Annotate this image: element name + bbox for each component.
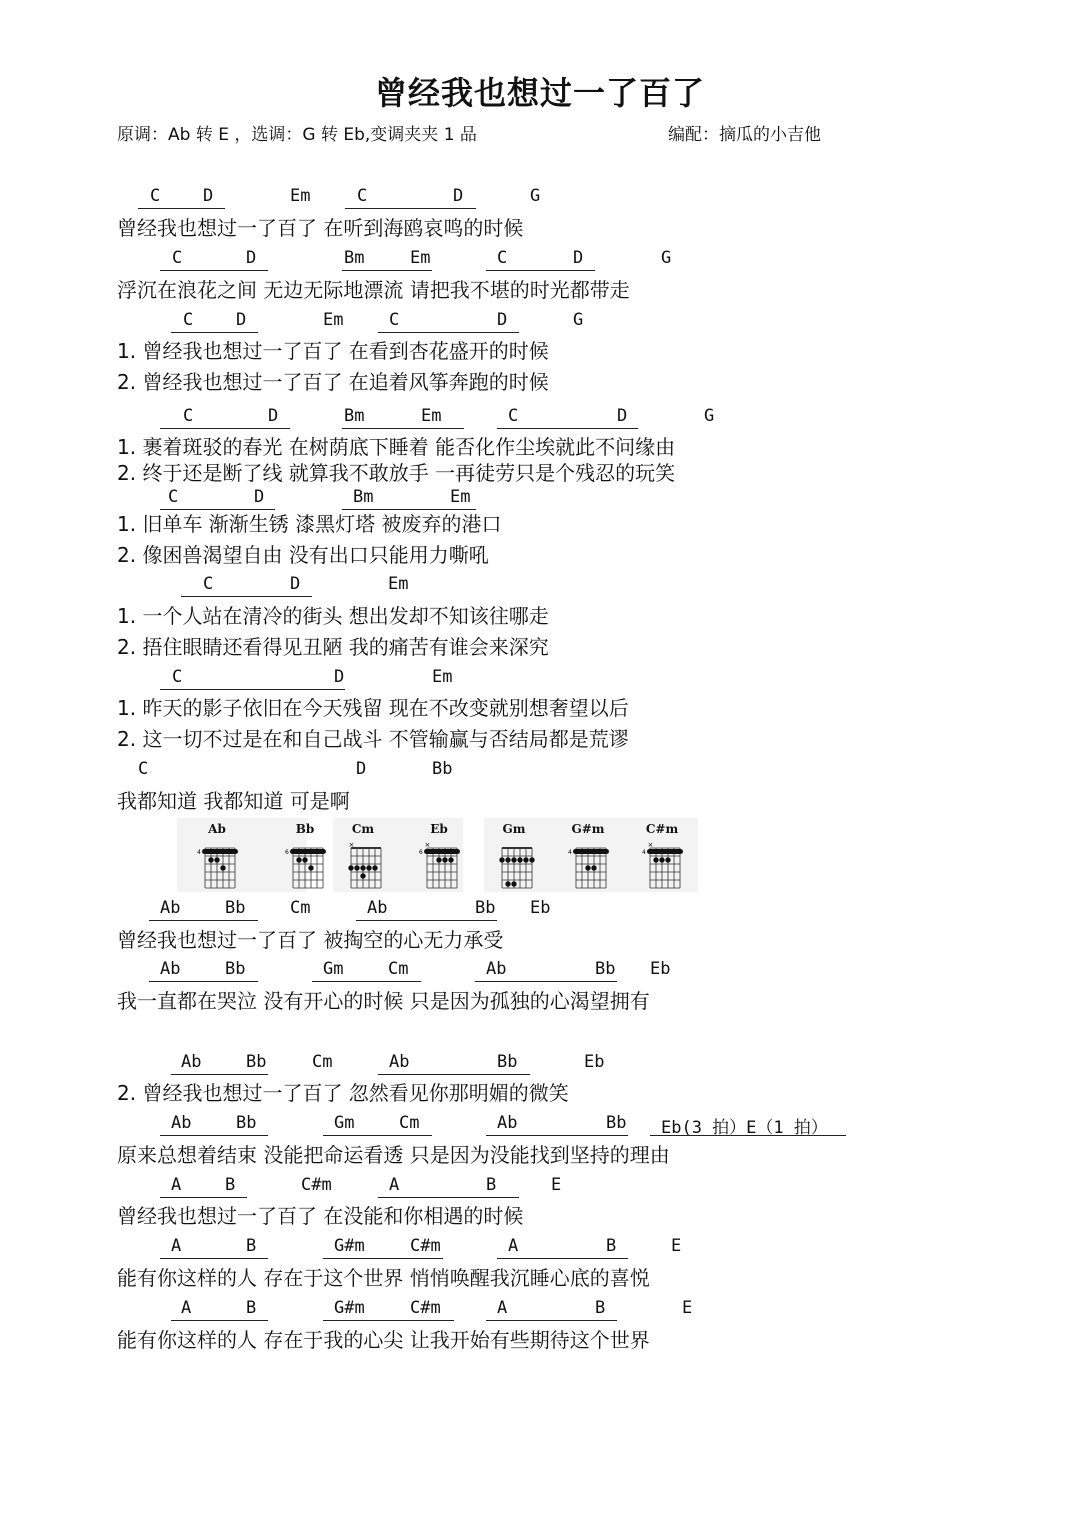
chord-diagram-name: Cm [351, 822, 375, 836]
chord-diagram-name: Gm [502, 822, 526, 836]
chord-underline [160, 270, 268, 271]
chord-label: E [682, 1298, 693, 1318]
mute-mark: × [348, 841, 355, 849]
lyric-line: 原来总想着结束 没能把命运看透 只是因为没能找到坚持的理由 [117, 1143, 670, 1167]
finger-dot [220, 865, 225, 870]
chord-label: Cm [290, 898, 311, 918]
chord-label: A [497, 1298, 508, 1318]
chord-underline [342, 428, 464, 429]
chord-underline [323, 1320, 454, 1321]
chord-underline [312, 981, 421, 982]
finger-dot [448, 857, 453, 862]
lyric-line: 曾经我也想过一了百了 被掏空的心无力承受 [117, 928, 504, 952]
chord-label: Bb [225, 959, 246, 979]
fretboard-grid [343, 840, 389, 890]
chord-diagram [187, 818, 247, 892]
lyric-line: 曾经我也想过一了百了 在没能和你相遇的时候 [117, 1204, 524, 1228]
fret-number: 4 [197, 849, 201, 856]
chord-underline [342, 270, 432, 271]
barre-mark [573, 849, 609, 854]
barre-mark [290, 849, 326, 854]
chord-label: D [246, 248, 257, 268]
finger-dot [517, 857, 522, 862]
chord-label: Bb [246, 1052, 267, 1072]
chord-label: C [172, 248, 183, 268]
chord-underline [356, 920, 497, 921]
lyric-line: 2. 这一切不过是在和自己战斗 不管输赢与否结局都是荒谬 [117, 727, 629, 751]
lyric-line: 浮沉在浪花之间 无边无际地漂流 请把我不堪的时光都带走 [117, 278, 630, 302]
chord-label: G#m [334, 1236, 365, 1256]
chord-label: Bb [475, 898, 496, 918]
lyric-line: 1. 曾经我也想过一了百了 在看到杏花盛开的时候 [117, 339, 549, 363]
chord-label: Bm [344, 248, 365, 268]
chord-label: C [172, 667, 183, 687]
chord-underline [160, 1135, 268, 1136]
chord-label: D [254, 487, 265, 507]
chord-diagram [484, 818, 544, 892]
chord-label: G [661, 248, 672, 268]
mute-mark: × [647, 841, 654, 849]
chord-underline [160, 509, 275, 510]
chord-label: Eb(3 拍）E（1 拍） [661, 1118, 828, 1138]
chord-label: C [508, 406, 519, 426]
chord-label: A [171, 1175, 182, 1195]
finger-dot [348, 865, 353, 870]
finger-dot [442, 857, 447, 862]
chord-label: A [508, 1236, 519, 1256]
chord-row [0, 759, 1080, 783]
chord-underline [345, 208, 476, 209]
chord-underline [171, 1320, 268, 1321]
chord-label: C [138, 759, 149, 779]
chord-underline [181, 596, 312, 597]
chord-label: D [236, 310, 247, 330]
finger-dot [585, 865, 590, 870]
chord-diagram [409, 818, 469, 892]
chord-label: Ab [160, 898, 181, 918]
chord-row [0, 1113, 1080, 1137]
chord-diagram-name: Ab [208, 822, 226, 836]
fretboard-grid [568, 840, 614, 890]
chord-diagram [558, 818, 618, 892]
chord-label: Ab [497, 1113, 518, 1133]
chord-label: C [497, 248, 508, 268]
chord-label: C [389, 310, 400, 330]
chord-label: B [246, 1236, 257, 1256]
finger-dot [505, 857, 510, 862]
chord-label: B [486, 1175, 497, 1195]
chord-diagram [632, 818, 692, 892]
finger-dot [302, 857, 307, 862]
chord-label: B [225, 1175, 236, 1195]
chord-row [0, 1298, 1080, 1322]
fretboard-grid [642, 840, 688, 890]
chord-underline [342, 509, 476, 510]
chord-label: D [290, 574, 301, 594]
chord-label: C#m [410, 1298, 441, 1318]
lyric-line: 我一直都在哭泣 没有开心的时候 只是因为孤独的心渴望拥有 [117, 989, 650, 1013]
chord-diagram-group-1 [177, 818, 315, 892]
finger-dot [511, 857, 516, 862]
finger-dot [523, 857, 528, 862]
chord-label: C [357, 186, 368, 206]
chord-diagram-name: Bb [295, 822, 315, 836]
chord-label: E [551, 1175, 562, 1195]
chord-row [0, 1236, 1080, 1260]
barre-mark [424, 849, 460, 854]
chord-underline [138, 208, 225, 209]
finger-dot [529, 857, 534, 862]
chord-row [0, 487, 1080, 511]
chord-row [0, 1175, 1080, 1199]
chord-diagram-name: Eb [430, 822, 448, 836]
chord-label: Em [323, 310, 344, 330]
chord-label: Em [450, 487, 471, 507]
chord-underline [378, 332, 519, 333]
fret-number: 4 [568, 849, 572, 856]
chord-label: D [617, 406, 628, 426]
fret-number: 6 [285, 849, 289, 856]
chord-label: Ab [367, 898, 388, 918]
lyric-line: 1. 旧单车 渐渐生锈 漆黑灯塔 被废弃的港口 [117, 512, 502, 536]
chord-diagram-name: C#m [645, 822, 679, 836]
mute-mark: × [424, 841, 431, 849]
chord-label: Cm [312, 1052, 333, 1072]
finger-dot [653, 857, 658, 862]
chord-label: D [573, 248, 584, 268]
finger-dot [499, 857, 504, 862]
chord-label: Bb [432, 759, 453, 779]
chord-label: B [595, 1298, 606, 1318]
chord-diagram-group-2 [333, 818, 463, 892]
chord-underline [149, 920, 258, 921]
chord-label: C#m [410, 1236, 441, 1256]
chord-label: A [171, 1236, 182, 1256]
finger-dot [360, 865, 365, 870]
chord-label: Em [410, 248, 431, 268]
finger-dot [511, 881, 516, 886]
chord-label: D [203, 186, 214, 206]
finger-dot [296, 857, 301, 862]
key-info: 原调：Ab 转 E ，选调：G 转 Eb,变调夹夹 1 品 [117, 125, 477, 145]
fret-number: 6 [419, 849, 423, 856]
lyric-line: 我都知道 我都知道 可是啊 [117, 789, 350, 813]
chord-row [0, 667, 1080, 691]
chord-underline [497, 1258, 628, 1259]
chord-label: Ab [486, 959, 507, 979]
finger-dot [372, 865, 377, 870]
chord-underline [323, 1135, 432, 1136]
finger-dot [659, 857, 664, 862]
chord-label: C [183, 310, 194, 330]
chord-underline [160, 1258, 268, 1259]
chord-label: A [181, 1298, 192, 1318]
chord-label: Bb [236, 1113, 257, 1133]
barre-mark [202, 849, 238, 854]
finger-dot [505, 881, 510, 886]
chord-diagram-group-3 [484, 818, 698, 892]
chord-label: G [704, 406, 715, 426]
finger-dot [214, 857, 219, 862]
lyric-line: 1. 昨天的影子依旧在今天残留 现在不改变就别想奢望以后 [117, 696, 629, 720]
chord-label: B [606, 1236, 617, 1256]
chord-underline [486, 1320, 617, 1321]
arranger-credit: 编配：摘瓜的小吉他 [668, 125, 821, 145]
chord-label: G#m [334, 1298, 365, 1318]
chord-label: Eb [530, 898, 551, 918]
chord-label: C [183, 406, 194, 426]
chord-label: Bm [353, 487, 374, 507]
lyric-line: 2. 像困兽渴望自由 没有出口只能用力嘶吼 [117, 543, 489, 567]
chord-label: D [453, 186, 464, 206]
lyric-line: 2. 曾经我也想过一了百了 在追着风筝奔跑的时候 [117, 370, 549, 394]
chord-label: Eb [584, 1052, 605, 1072]
fretboard-grid [197, 840, 243, 890]
lyric-line: 能有你这样的人 存在于这个世界 悄悄唤醒我沉睡心底的喜悦 [117, 1266, 650, 1290]
lyric-line: 能有你这样的人 存在于我的心尖 让我开始有些期待这个世界 [117, 1328, 650, 1352]
song-title: 曾经我也想过一了百了 [374, 74, 705, 112]
chord-underline [149, 981, 258, 982]
fretboard-grid [494, 840, 540, 890]
chord-underline [475, 981, 617, 982]
chord-label: Em [290, 186, 311, 206]
chord-underline [497, 428, 638, 429]
lyric-line: 2. 曾经我也想过一了百了 忽然看见你那明媚的微笑 [117, 1081, 569, 1105]
chord-underline [160, 1197, 247, 1198]
chord-underline [323, 1258, 443, 1259]
chord-row [0, 959, 1080, 983]
fretboard-grid [419, 840, 465, 890]
fret-number: 4 [642, 849, 646, 856]
chord-label: Em [388, 574, 409, 594]
chord-label: D [497, 310, 508, 330]
chord-label: Em [432, 667, 453, 687]
chord-label: G [573, 310, 584, 330]
chord-label: Bm [344, 406, 365, 426]
chord-row [0, 310, 1080, 334]
chord-label: C [150, 186, 161, 206]
chord-label: Gm [334, 1113, 355, 1133]
chord-label: Bb [606, 1113, 627, 1133]
finger-dot [360, 873, 365, 878]
chord-row [0, 898, 1080, 922]
chord-diagram-name: G#m [571, 822, 605, 836]
barre-mark [647, 849, 683, 854]
chord-underline [378, 1074, 530, 1075]
chord-label: G [530, 186, 541, 206]
chord-diagram [333, 818, 393, 892]
finger-dot [354, 865, 359, 870]
lyric-line: 曾经我也想过一了百了 在听到海鸥哀鸣的时候 [117, 216, 524, 240]
chord-label: C [203, 574, 214, 594]
finger-dot [366, 865, 371, 870]
chord-underline [160, 428, 290, 429]
chord-label: E [671, 1236, 682, 1256]
chord-label: Ab [171, 1113, 192, 1133]
chord-underline [160, 689, 345, 690]
chord-label: A [389, 1175, 400, 1195]
lyric-line: 2. 捂住眼睛还看得见丑陋 我的痛苦有谁会来深究 [117, 635, 549, 659]
chord-label: D [334, 667, 345, 687]
finger-dot [308, 865, 313, 870]
chord-label: Cm [388, 959, 409, 979]
chord-label: D [356, 759, 367, 779]
lyric-line: 1. 一个人站在清冷的街头 想出发却不知该往哪走 [117, 604, 549, 628]
chord-underline [378, 1197, 519, 1198]
chord-underline [650, 1135, 846, 1136]
chord-label: Em [421, 406, 442, 426]
chord-underline [486, 1135, 628, 1136]
chord-label: D [268, 406, 279, 426]
lyric-line: 1. 裹着斑驳的春光 在树荫底下睡着 能否化作尘埃就此不问缘由 [117, 435, 676, 459]
chord-row [0, 574, 1080, 598]
finger-dot [591, 865, 596, 870]
chord-label: Gm [323, 959, 344, 979]
chord-label: C#m [301, 1175, 332, 1195]
chord-row [0, 406, 1080, 430]
finger-dot [208, 857, 213, 862]
lyric-line: 2. 终于还是断了线 就算我不敢放手 一再徒劳只是个残忍的玩笑 [117, 461, 676, 485]
chord-row [0, 248, 1080, 272]
chord-underline [171, 332, 258, 333]
finger-dot [436, 857, 441, 862]
chord-label: Ab [181, 1052, 202, 1072]
chord-label: Bb [497, 1052, 518, 1072]
chord-label: Ab [160, 959, 181, 979]
chord-label: Cm [399, 1113, 420, 1133]
chord-label: Ab [389, 1052, 410, 1072]
chord-label: Bb [225, 898, 246, 918]
chord-underline [171, 1074, 268, 1075]
chord-row [0, 1052, 1080, 1076]
chord-label: Eb [650, 959, 671, 979]
finger-dot [665, 857, 670, 862]
chord-underline [486, 270, 595, 271]
chord-label: B [246, 1298, 257, 1318]
chord-row [0, 186, 1080, 210]
chord-label: Bb [595, 959, 616, 979]
chord-diagram [275, 818, 335, 892]
chord-label: C [168, 487, 179, 507]
fretboard-grid [285, 840, 331, 890]
